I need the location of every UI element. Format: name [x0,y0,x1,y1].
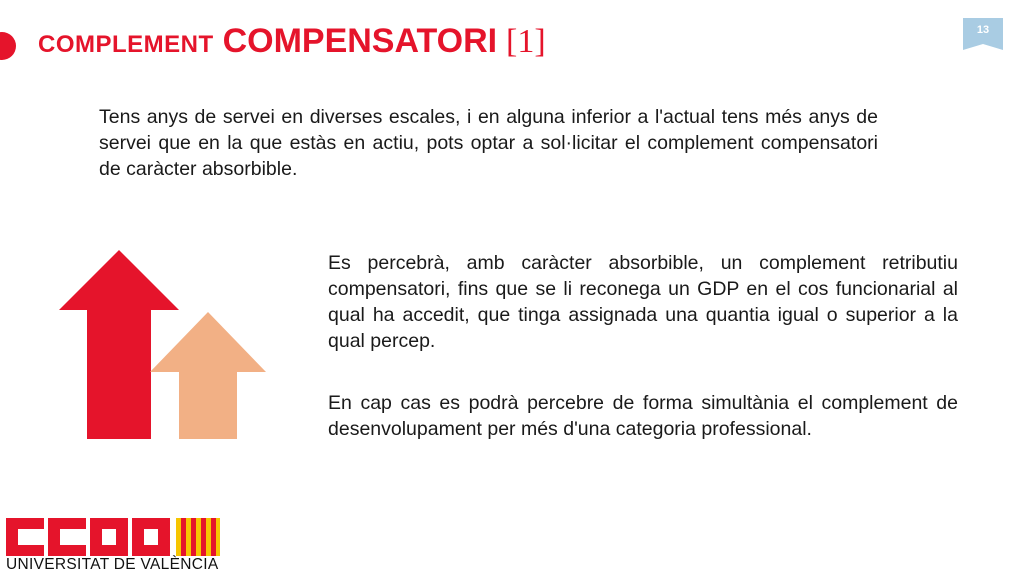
page-number: 13 [976,24,990,36]
logo-letter-o2 [132,518,170,556]
decorative-red-dot [0,32,16,60]
page-number-badge [963,18,1003,50]
senyera-flag-icon [176,518,220,556]
title-part-compensatori: COMPENSATORI [222,22,498,60]
growth-arrows-illustration [55,246,270,441]
arrow-up-small-icon [150,312,266,439]
body-paragraph-2: En cap cas es podrà percebre de forma simultània el complement de desenvolupament per més d'una categoria professional. [328,392,958,440]
logo-letter-c2 [48,518,86,556]
intro-paragraph: Tens anys de servei en diverses escales, i en alguna inferior a l'actual tens més anys de servei que en la que estàs en actiu, pots optar a sol·licitar el complement compensatori de caràcter absorbible. [99,106,878,180]
slide-title [38,22,546,61]
logo-letter-c1 [6,518,44,556]
title-part-complement: COMPLEMENT [38,31,214,58]
ccoo-logo [6,518,222,556]
body-paragraph-1: Es percebrà, amb caràcter absorbible, un complement retributiu compensatori, fins que se li reconega un GDP en el cos funcionarial al qual ha accedit, que tinga assignada una quantia igual o superior a la qual percep. [328,252,958,352]
arrow-up-large-icon [59,250,179,439]
logo-subtitle: UNIVERSITAT DE VALÈNCIA [6,556,219,573]
logo-letter-o1 [90,518,128,556]
title-part-number: [1] [506,23,546,60]
